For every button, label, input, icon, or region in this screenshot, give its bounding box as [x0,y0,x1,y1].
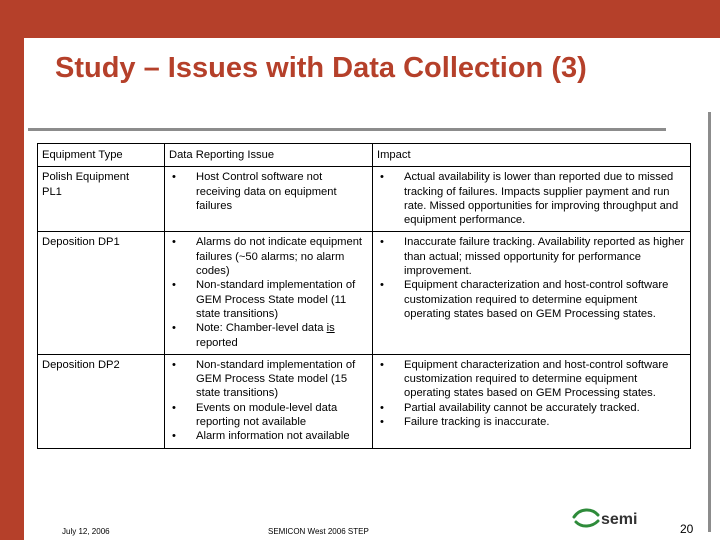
issue-item: • Host Control software not receiving data on equipment failures [169,170,368,213]
table-row [38,354,691,448]
semi-logo [572,505,644,531]
issues-table [37,143,691,449]
table-row [38,167,691,232]
slide-title: Study – Issues with Data Collection (3) [55,52,587,84]
header-equipment-type: Equipment Type [38,144,165,167]
table-header-row [38,144,691,167]
issue-text: Note: Chamber-level data [196,322,327,335]
issue-item: • Events on module-level data reporting not available [169,401,368,430]
impact-item: • Inaccurate failure tracking. Availability reported as higher than actual; missed opportunity for performance improvement. [377,235,686,278]
issues-cell [165,167,373,232]
header-data-reporting-issue: Data Reporting Issue [165,144,373,167]
issues-cell [165,232,373,354]
impact-item: • Equipment characterization and host-control software customization required to determine equipment operating states based on GEM Processing states. [377,278,686,321]
impact-item: • Equipment characterization and host-control software customization required to determine equipment operating states based on GEM Processing states. [377,358,686,401]
logo-text: semi [601,511,638,528]
frame-top-bar [0,0,720,38]
issue-item: • Alarms do not indicate equipment failures (~50 alarms; no alarm codes) [169,235,368,278]
equipment-cell: Deposition DP2 [38,354,165,448]
issue-item: • Alarm information not available [169,429,368,443]
frame-left-bar [0,0,24,540]
impact-cell [373,354,691,448]
footer-event: SEMICON West 2006 STEP [268,527,369,536]
impact-cell [373,167,691,232]
impact-cell [373,232,691,354]
side-divider [708,112,711,532]
issue-item: • Non-standard implementation of GEM Process State model (11 state transitions) [169,278,368,321]
issue-item [169,321,368,350]
issue-underlined-text: is [326,322,335,335]
footer-date: July 12, 2006 [62,527,110,536]
equipment-cell: Deposition DP1 [38,232,165,354]
issues-cell [165,354,373,448]
logo-swoosh-top [574,510,598,517]
issue-text: reported [196,336,238,349]
page-number: 20 [680,522,694,536]
table-row [38,232,691,354]
issue-item: • Non-standard implementation of GEM Process State model (15 state transitions) [169,358,368,401]
logo-swoosh-bottom [576,521,598,526]
title-divider [28,128,666,131]
impact-item: • Partial availability cannot be accurately tracked. [377,401,686,415]
impact-item: • Failure tracking is inaccurate. [377,415,686,429]
header-impact: Impact [373,144,691,167]
equipment-cell: Polish Equipment PL1 [38,167,165,232]
impact-item: • Actual availability is lower than reported due to missed tracking of failures. Impacts supplier payment and run rate. Missed opportunities for improving throughput and equipment performance. [377,170,686,227]
